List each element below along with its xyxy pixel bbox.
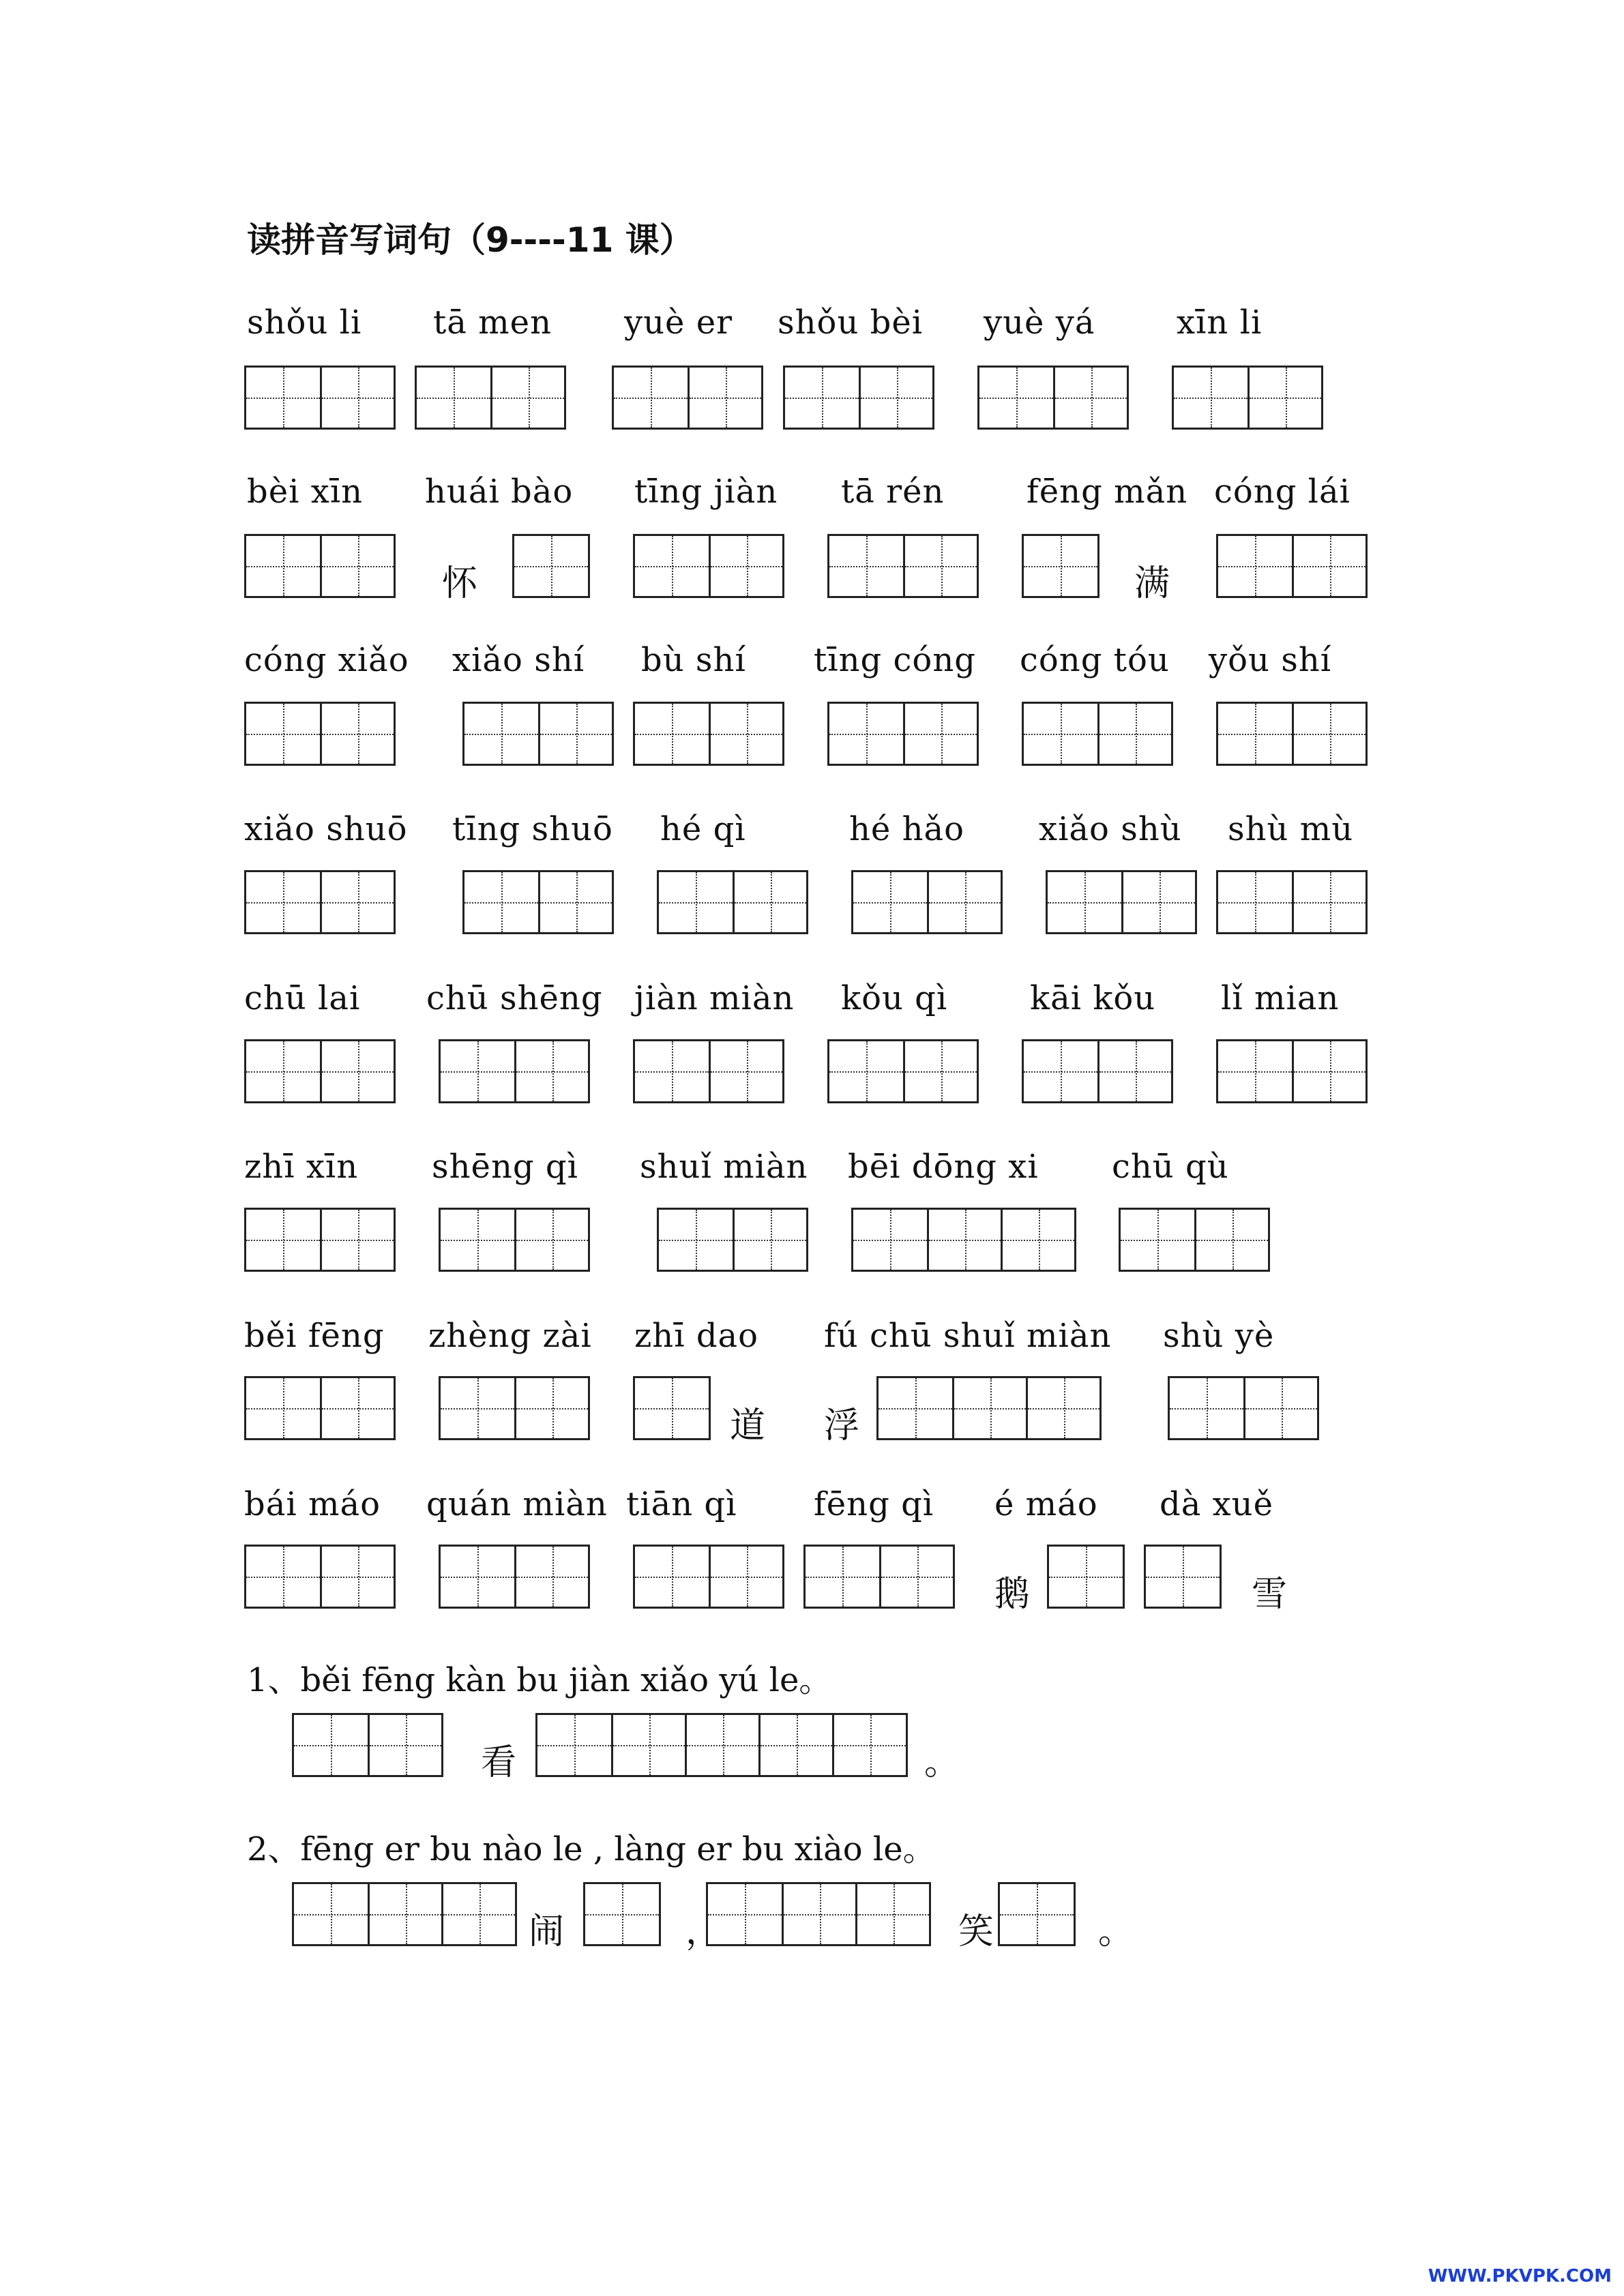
writing-grid[interactable] <box>851 870 1003 934</box>
pinyin-label: quán miàn <box>426 1485 608 1523</box>
pinyin-label: chū qù <box>1112 1148 1229 1186</box>
punctuation: 。 <box>924 1742 960 1783</box>
pinyin-label: bù shí <box>641 641 746 679</box>
pinyin-label: xīn li <box>1177 303 1263 342</box>
punctuation: ， <box>685 1911 722 1952</box>
pinyin-label: lǐ mian <box>1221 979 1340 1017</box>
writing-grid[interactable] <box>1119 1208 1270 1272</box>
pinyin-label: shuǐ miàn <box>640 1148 808 1186</box>
punctuation: 。 <box>1098 1911 1134 1952</box>
sentence-pinyin: 1、běi fēng kàn bu jiàn xiǎo yú le。 <box>247 1661 832 1699</box>
writing-grid[interactable] <box>1022 534 1099 598</box>
writing-grid[interactable] <box>876 1376 1102 1440</box>
writing-grid[interactable] <box>244 1208 396 1272</box>
writing-grid[interactable] <box>244 1039 396 1103</box>
writing-grid[interactable] <box>244 534 396 598</box>
writing-grid[interactable] <box>612 366 763 430</box>
writing-grid[interactable] <box>244 870 396 934</box>
given-char: 浮 <box>824 1405 860 1446</box>
writing-grid[interactable] <box>462 702 614 766</box>
pinyin-label: cóng tóu <box>1020 641 1170 679</box>
writing-grid[interactable] <box>1216 702 1368 766</box>
writing-grid[interactable] <box>633 534 784 598</box>
pinyin-label: xiǎo shí <box>452 641 585 679</box>
writing-grid[interactable] <box>415 366 566 430</box>
writing-grid[interactable] <box>1046 870 1197 934</box>
pinyin-label: zhī xīn <box>244 1148 359 1186</box>
writing-grid[interactable] <box>851 1208 1076 1272</box>
writing-grid[interactable] <box>1216 1039 1368 1103</box>
writing-grid[interactable] <box>633 1039 784 1103</box>
writing-grid[interactable] <box>633 702 784 766</box>
writing-grid[interactable] <box>439 1208 590 1272</box>
pinyin-label: kāi kǒu <box>1030 979 1156 1017</box>
pinyin-label: shù yè <box>1163 1317 1275 1355</box>
pinyin-label: chū shēng <box>426 979 603 1017</box>
writing-grid[interactable] <box>1047 1545 1125 1609</box>
writing-grid[interactable] <box>633 1545 784 1609</box>
writing-grid[interactable] <box>1022 1039 1173 1103</box>
pinyin-label: yuè er <box>624 303 733 342</box>
given-char: 怀 <box>442 563 478 604</box>
writing-grid[interactable] <box>439 1376 590 1440</box>
writing-grid[interactable] <box>1216 870 1368 934</box>
pinyin-label: bēi dōng xi <box>848 1148 1039 1186</box>
sentence-pinyin: 2、fēng er bu nào le , làng er bu xiào le。 <box>247 1830 936 1868</box>
pinyin-label: bái máo <box>244 1485 381 1523</box>
pinyin-label: huái bào <box>425 473 574 511</box>
writing-grid[interactable] <box>657 870 808 934</box>
pinyin-label: hé qì <box>660 810 746 848</box>
pinyin-label: chū lai <box>244 979 361 1017</box>
given-char: 鹅 <box>994 1574 1031 1615</box>
writing-grid[interactable] <box>439 1545 590 1609</box>
writing-grid[interactable] <box>439 1039 590 1103</box>
given-char: 雪 <box>1252 1574 1288 1615</box>
pinyin-label: tā men <box>433 303 552 342</box>
pinyin-label: shēng qì <box>432 1148 578 1186</box>
pinyin-label: yuè yá <box>984 303 1095 342</box>
pinyin-label: zhī dao <box>634 1317 759 1355</box>
pinyin-label: tīng shuō <box>452 810 613 848</box>
pinyin-label: fú chū shuǐ miàn <box>824 1317 1112 1355</box>
pinyin-label: bèi xīn <box>247 473 364 511</box>
pinyin-label: tiān qì <box>626 1485 737 1523</box>
pinyin-label: xiǎo shuō <box>244 810 408 848</box>
writing-grid[interactable] <box>827 702 979 766</box>
pinyin-label: zhèng zài <box>428 1317 592 1355</box>
pinyin-label: é máo <box>994 1485 1098 1523</box>
pinyin-label: fēng mǎn <box>1027 473 1188 511</box>
writing-grid[interactable] <box>512 534 590 598</box>
writing-grid[interactable] <box>1144 1545 1222 1609</box>
pinyin-label: jiàn miàn <box>634 979 795 1017</box>
given-char: 看 <box>481 1742 517 1783</box>
writing-grid[interactable] <box>292 1713 443 1777</box>
writing-grid[interactable] <box>1168 1376 1319 1440</box>
given-char: 满 <box>1134 563 1170 604</box>
writing-grid[interactable] <box>244 1376 396 1440</box>
writing-grid[interactable] <box>1172 366 1323 430</box>
writing-grid[interactable] <box>657 1208 808 1272</box>
writing-grid[interactable] <box>1216 534 1368 598</box>
writing-grid[interactable] <box>827 1039 979 1103</box>
writing-grid[interactable] <box>706 1882 931 1946</box>
pinyin-label: hé hǎo <box>849 810 965 848</box>
pinyin-label: tā rén <box>841 473 945 511</box>
pinyin-label: tīng cóng <box>814 641 976 679</box>
given-char: 闹 <box>529 1911 565 1952</box>
writing-grid[interactable] <box>633 1376 711 1440</box>
pinyin-label: dà xuě <box>1160 1485 1273 1523</box>
writing-grid[interactable] <box>583 1882 661 1946</box>
writing-grid[interactable] <box>1022 702 1173 766</box>
pinyin-label: tīng jiàn <box>634 473 778 511</box>
pinyin-label: cóng lái <box>1214 473 1350 511</box>
pinyin-label: fēng qì <box>814 1485 934 1523</box>
watermark: WWW.PKVPK.COM <box>1428 2266 1612 2286</box>
writing-grid[interactable] <box>244 702 396 766</box>
writing-grid[interactable] <box>803 1545 955 1609</box>
pinyin-label: shù mù <box>1228 810 1354 848</box>
pinyin-label: běi fēng <box>244 1317 385 1355</box>
pinyin-label: shǒu li <box>247 303 362 342</box>
writing-grid[interactable] <box>244 366 396 430</box>
pinyin-label: cóng xiǎo <box>244 641 409 679</box>
writing-grid[interactable] <box>535 1713 908 1777</box>
writing-grid[interactable] <box>998 1882 1076 1946</box>
writing-grid[interactable] <box>292 1882 517 1946</box>
page-title: 读拼音写词句（9----11 课） <box>247 220 694 260</box>
writing-grid[interactable] <box>783 366 934 430</box>
pinyin-label: shǒu bèi <box>778 303 924 342</box>
given-char: 笑 <box>958 1911 994 1952</box>
pinyin-label: yǒu shí <box>1209 641 1332 679</box>
writing-grid[interactable] <box>827 534 979 598</box>
given-char: 道 <box>730 1405 766 1446</box>
pinyin-label: xiǎo shù <box>1039 810 1182 848</box>
pinyin-label: kǒu qì <box>841 979 948 1017</box>
writing-grid[interactable] <box>244 1545 396 1609</box>
writing-grid[interactable] <box>977 366 1129 430</box>
writing-grid[interactable] <box>462 870 614 934</box>
